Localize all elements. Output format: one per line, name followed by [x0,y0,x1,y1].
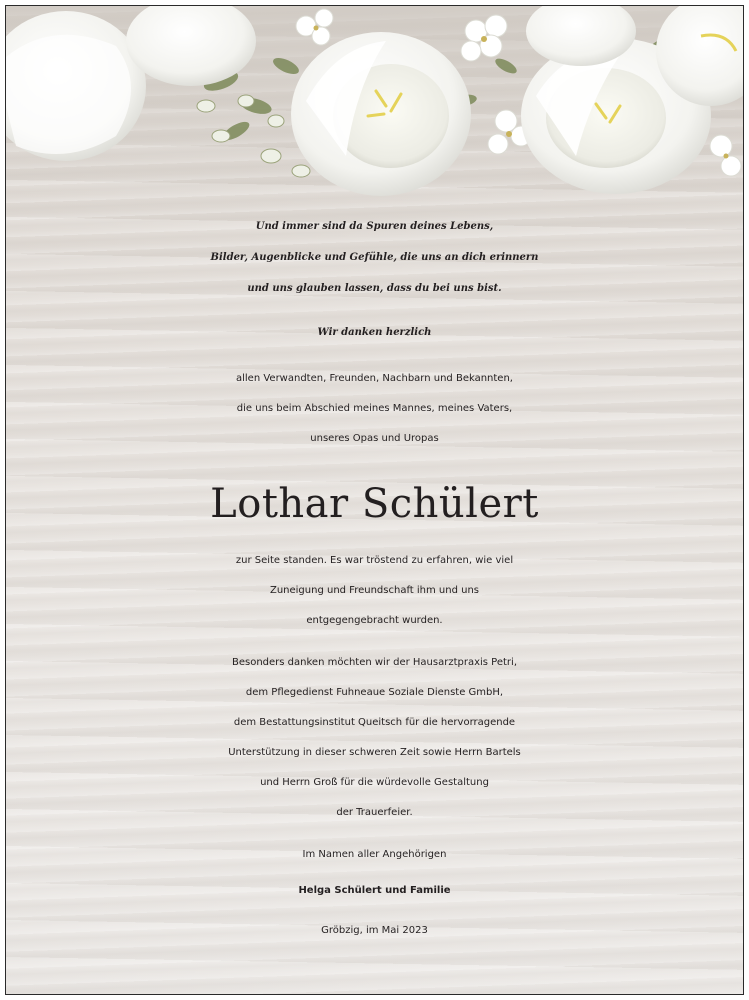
deceased-name: Lothar Schülert [210,481,539,527]
text-line: Unterstützung in dieser schweren Zeit sowie Herrn Bartels [228,747,521,758]
text-line: dem Pflegedienst Fuhneaue Soziale Dienste GmbH, [245,687,504,698]
obituary-text [6,211,743,946]
text-line: Besonders danken möchten wir der Hausarztpraxis Petri, [231,657,517,668]
signoff: Im Namen aller Angehörigen [302,849,447,860]
text-line: zur Seite standen. Es war tröstend zu erfahren, wie viel [235,555,514,566]
memorial-poem [6,211,743,304]
white-tulips-image [6,6,743,206]
obituary-card [5,5,744,995]
poem-line: und uns glauben lassen, dass du bei uns bist. [247,283,502,294]
place-date: Gröbzig, im Mai 2023 [321,925,428,936]
text-line: Zuneigung und Freundschaft ihm und uns [269,585,480,596]
thanks-heading: Wir danken herzlich [317,327,432,338]
support-paragraph [6,546,743,636]
text-line: und Herrn Groß für die würdevolle Gestaltung [260,777,489,788]
special-thanks-paragraph [6,648,743,828]
intro-paragraph [6,364,743,454]
text-line: allen Verwandten, Freunden, Nachbarn und Bekannten, [236,373,513,384]
family-name: Helga Schülert und Familie [298,885,451,896]
text-line: der Trauerfeier. [336,807,413,818]
poem-line: Bilder, Augenblicke und Gefühle, die uns an dich erinnern [210,252,539,263]
text-line: unseres Opas und Uropas [310,433,439,444]
poem-line: Und immer sind da Spuren deines Lebens, [255,221,494,232]
text-line: dem Bestattungsinstitut Queitsch für die hervorragende [233,717,516,728]
text-line: die uns beim Abschied meines Mannes, meines Vaters, [236,403,513,414]
text-line: entgegengebracht wurden. [306,615,443,626]
